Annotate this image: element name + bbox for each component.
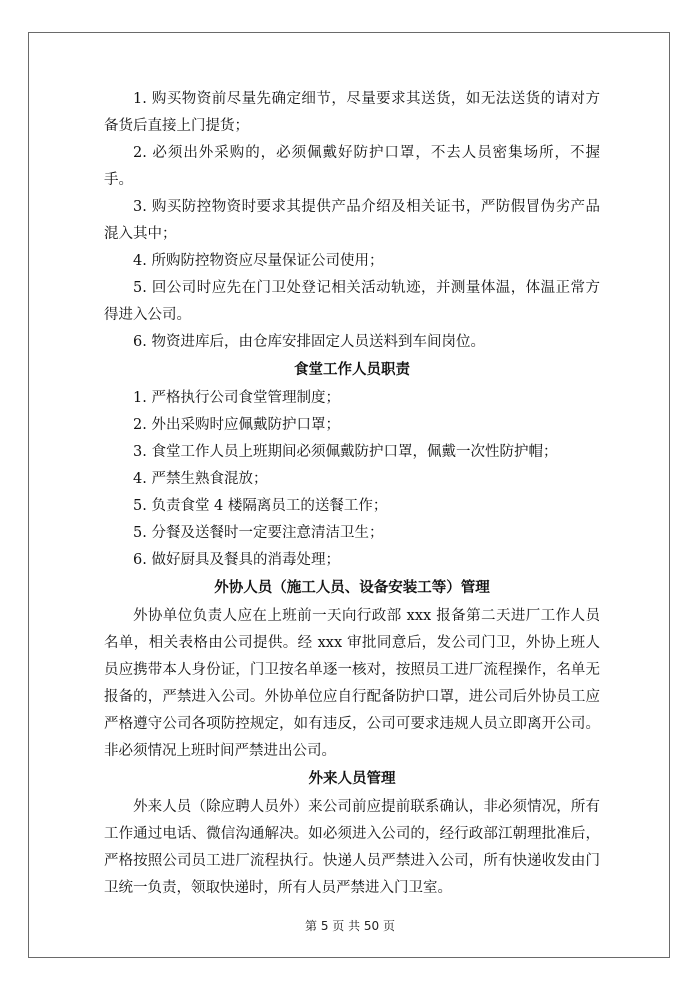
contractors-paragraph: 外协单位负责人应在上班前一天向行政部 xxx 报备第二天进厂工作人员名单，相关表格由公司提供。经 xxx 审批同意后，发公司门卫，外协上班人员应携带本人身份证，门卫按名单逐一核对，按照员工进厂流程操作，名单无报备的，严禁进入公司。外协单位应自行配备防护口罩，进公司后外协员工应严格遵守公司各项防控规定，如有违反，公司可要求违规人员立即离开公司。非必须情况上班时间严禁进出公司。 xyxy=(104,608,600,759)
list-item: 5. 负责食堂 4 楼隔离员工的送餐工作； xyxy=(133,498,388,514)
visitors-heading: 外来人员管理 xyxy=(308,771,396,787)
list-item: 5. 回公司时应先在门卫处登记相关活动轨迹，并测量体温，体温正常方得进入公司。 xyxy=(104,280,600,323)
canteen-list xyxy=(104,385,600,574)
page-number: 第 5 页 共 50 页 xyxy=(305,919,395,933)
list-item: 3. 食堂工作人员上班期间必须佩戴防护口罩，佩戴一次性防护帽； xyxy=(133,444,558,460)
procurement-list xyxy=(104,86,600,356)
contractors-heading: 外协人员（施工人员、设备安装工等）管理 xyxy=(214,580,490,596)
list-item: 1. 严格执行公司食堂管理制度； xyxy=(133,390,340,406)
visitors-paragraph: 外来人员（除应聘人员外）来公司前应提前联系确认，非必须情况，所有工作通过电话、微信沟通解决。如必须进入公司的，经行政部江朝理批准后，严格按照公司员工进厂流程执行。快递人员严禁进入公司，所有快递收发由门卫统一负责，领取快递时，所有人员严禁进入门卫室。 xyxy=(104,799,600,896)
list-item: 2. 必须出外采购的，必须佩戴好防护口罩，不去人员密集场所，不握手。 xyxy=(104,145,600,188)
list-item: 5. 分餐及送餐时一定要注意清洁卫生； xyxy=(133,525,384,541)
document-body xyxy=(104,86,600,902)
list-item: 6. 做好厨具及餐具的消毒处理； xyxy=(133,552,340,568)
list-item: 4. 严禁生熟食混放； xyxy=(133,471,268,487)
list-item: 2. 外出采购时应佩戴防护口罩； xyxy=(133,417,340,433)
list-item: 4. 所购防控物资应尽量保证公司使用； xyxy=(133,253,384,269)
canteen-heading: 食堂工作人员职责 xyxy=(294,362,410,378)
list-item: 6. 物资进库后，由仓库安排固定人员送料到车间岗位。 xyxy=(133,334,485,350)
list-item: 3. 购买防控物资时要求其提供产品介绍及相关证书，严防假冒伪劣产品混入其中； xyxy=(104,199,600,242)
list-item: 1. 购买物资前尽量先确定细节，尽量要求其送货，如无法送货的请对方备货后直接上门提货； xyxy=(104,91,600,134)
